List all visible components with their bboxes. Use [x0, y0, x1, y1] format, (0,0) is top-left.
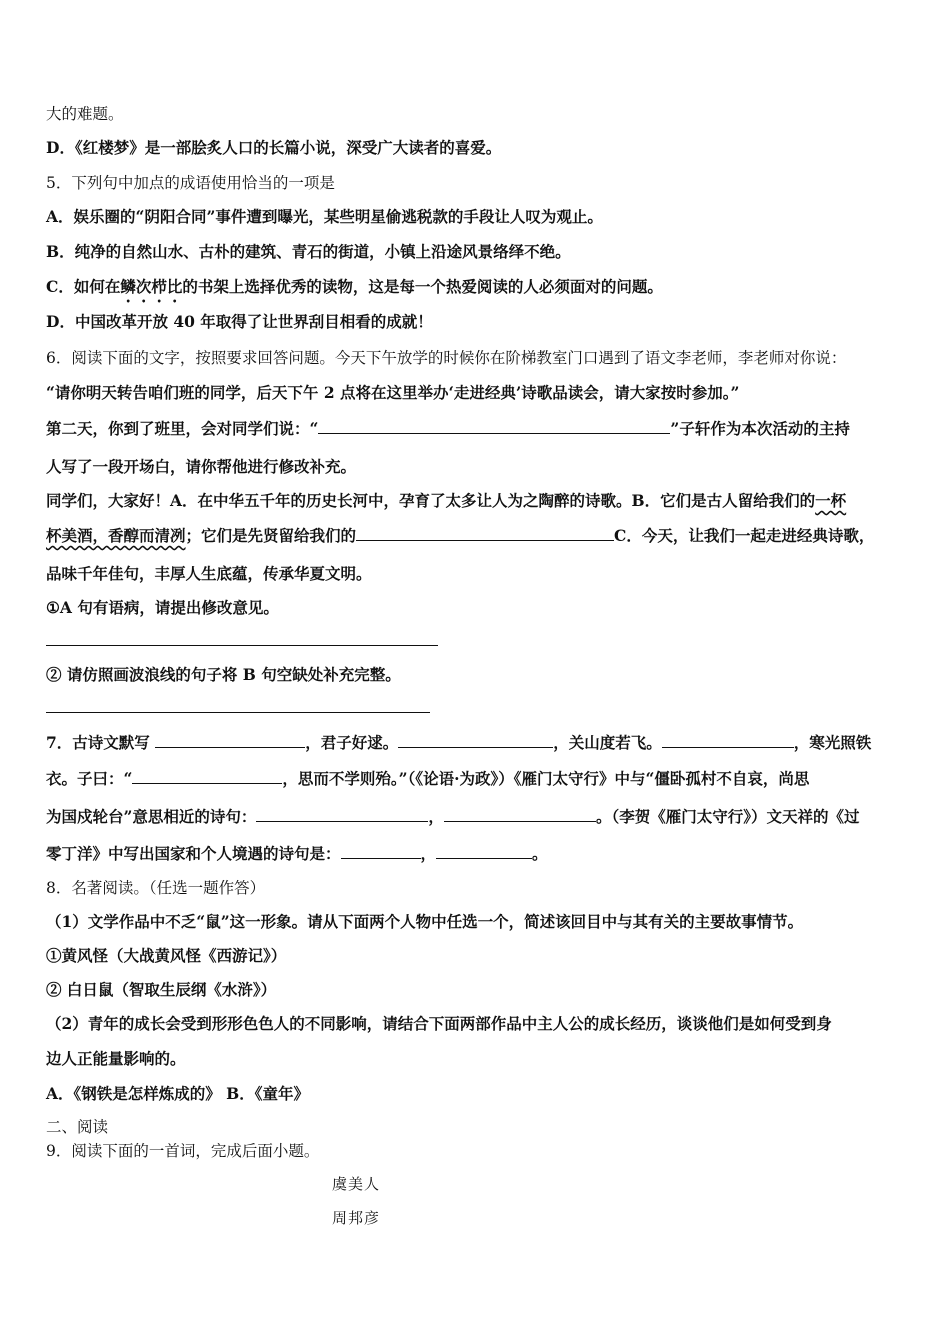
q6-quote: “请你明天转告咱们班的同学，后天下午 2 点将在这里举办‘走进经典’诗歌品读会，请大家按时参加。”: [46, 383, 740, 402]
text-line: 大的难题。: [46, 105, 124, 123]
poem-title: 虞美人: [332, 1175, 381, 1193]
q6-line-6: 杯美酒，香醇而清冽；它们是先贤留给我们的 C．今天，让我们一起走进经典诗歌，: [46, 526, 875, 545]
option-d: D．《红楼梦》是一部脍炙人口的长篇小说，深受广大读者的喜爱。: [46, 138, 502, 157]
wavy-underlined-text: 杯美酒，香醇而清冽: [46, 526, 186, 545]
emphasized-idiom: 鳞次栉比: [120, 277, 183, 296]
question-8-stem: 8．名著阅读。（任选一题作答）: [46, 879, 266, 897]
q5-option-a: A．娱乐圈的“阴阳合同”事件遭到曝光，某些明星偷逃税款的手段让人叹为观止。: [46, 207, 603, 226]
q6-sub-2: ② 请仿照画波浪线的句子将 B 句空缺处补充完整。: [46, 665, 401, 684]
section-heading: 二、阅读: [46, 1118, 109, 1136]
q6-line-5: 同学们，大家好！A．在中华五千年的历史长河中，孕育了太多让人为之陶醉的诗歌。B．它们是古人留给我们的一杯: [46, 491, 847, 510]
answer-line[interactable]: [46, 712, 430, 713]
q5-option-c: C．如何在鳞次栉比的书架上选择优秀的读物，这是每一个热爱阅读的人必须面对的问题。: [46, 277, 663, 296]
answer-line[interactable]: [46, 645, 438, 646]
wavy-underlined-text: 一杯: [815, 491, 847, 510]
question-7-line-2: 衣。子曰：“ ，思而不学则殆。”（《论语·为政》）《雁门太守行》中与“僵卧孤村不自哀，尚思: [46, 769, 810, 788]
answer-blank[interactable]: [398, 732, 553, 748]
answer-blank[interactable]: [256, 806, 428, 822]
q8-part-1: （1）文学作品中不乏“鼠”这一形象。请从下面两个人物中任选一个，简述该回目中与其有关的主要故事情节。: [46, 912, 804, 931]
q6-line-4: 人写了一段开场白，请你帮他进行修改补充。: [46, 457, 357, 476]
question-7-line-1: 7．古诗文默写 ，君子好逑。 ，关山度若飞。 ，寒光照铁: [46, 733, 872, 752]
answer-blank[interactable]: [436, 843, 532, 859]
answer-blank[interactable]: [318, 418, 670, 434]
question-6-stem: 6．阅读下面的文字，按照要求回答问题。今天下午放学的时候你在阶梯教室门口遇到了语文李老师，李老师对你说：: [46, 349, 847, 367]
answer-blank[interactable]: [356, 525, 614, 541]
q8-choice-2: ② 白日鼠（智取生辰纲《水浒》）: [46, 980, 277, 999]
question-5-stem: 5．下列句中加点的成语使用恰当的一项是: [46, 174, 335, 192]
answer-blank[interactable]: [155, 732, 305, 748]
question-7-line-4: 零丁洋》中写出国家和个人境遇的诗句是： ， 。: [46, 844, 548, 863]
q6-sub-1: ①A 句有语病，请提出修改意见。: [46, 598, 279, 617]
q8-options: A．《钢铁是怎样炼成的》 B．《童年》: [46, 1084, 310, 1103]
question-9-stem: 9．阅读下面的一首词，完成后面小题。: [46, 1142, 320, 1160]
answer-blank[interactable]: [341, 843, 421, 859]
q5-option-d: D．中国改革开放 40 年取得了让世界刮目相看的成就！: [46, 312, 433, 331]
question-7-line-3: 为国戍轮台”意思相近的诗句： ， 。（李贺《雁门太守行》）文天祥的《过: [46, 807, 860, 826]
answer-blank[interactable]: [662, 732, 794, 748]
answer-blank[interactable]: [132, 768, 282, 784]
q6-line-3: 第二天，你到了班里，会对同学们说：“ ”子轩作为本次活动的主持: [46, 419, 850, 438]
q8-part-2: （2）青年的成长会受到形形色色人的不同影响，请结合下面两部作品中主人公的成长经历，谈谈他们是如何受到身: [46, 1014, 832, 1033]
q5-option-b: B．纯净的自然山水、古朴的建筑、青石的街道，小镇上沿途风景络绎不绝。: [46, 242, 571, 261]
q8-choice-1: ①黄风怪（大战黄风怪《西游记》）: [46, 946, 287, 965]
q8-part-2-cont: 边人正能量影响的。: [46, 1049, 186, 1068]
q6-line-7: 品味千年佳句，丰厚人生底蕴，传承华夏文明。: [46, 564, 372, 583]
poem-author: 周邦彦: [332, 1209, 381, 1227]
answer-blank[interactable]: [444, 806, 596, 822]
